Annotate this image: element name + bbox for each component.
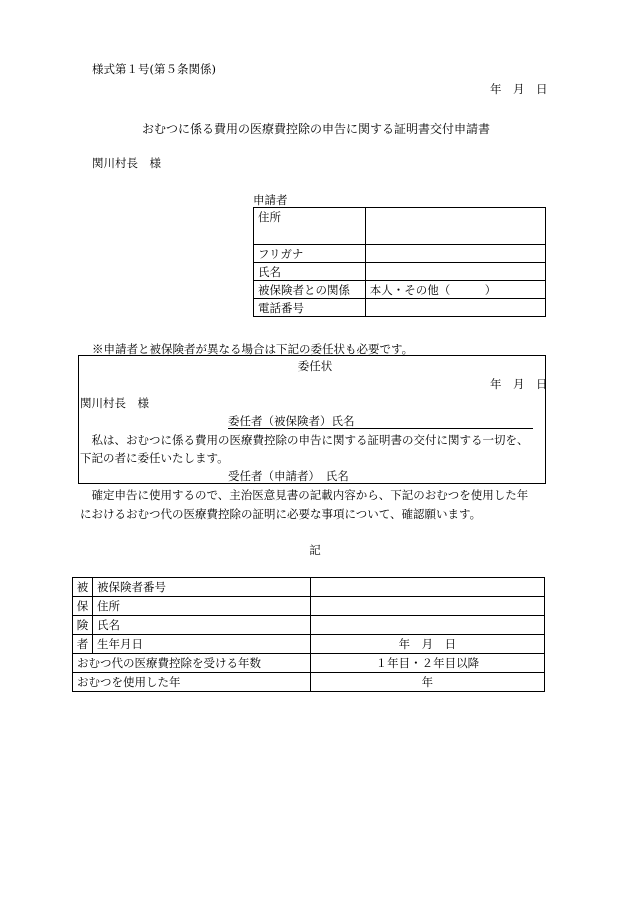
applicant-relation-label: 被保険者との関係 [254,281,366,299]
applicant-row-furigana [254,245,546,263]
applicant-phone-label: 電話番号 [254,299,366,317]
applicant-relation-field[interactable]: 本人・その他（ ） [365,281,545,299]
proxy-body-line1: 私は、おむつに係る費用の医療費控除の申告に関する証明書の交付に関する一切を、 [80,433,529,447]
insured-number-label: 被保険者番号 [92,578,310,597]
diaper-year-row [73,673,545,692]
diaper-year-label: おむつを使用した年 [73,673,311,692]
diaper-year-field[interactable]: 年 [310,673,544,692]
applicant-name-field[interactable] [365,263,545,281]
proxy-body-line2: 下記の者に委任いたします。 [80,451,229,465]
proxy-date-line: 年 月 日 [490,377,548,391]
form-number: 様式第１号(第５条関係) [92,62,216,76]
applicant-row-address [254,208,546,245]
insured-vertical-char-2: 保 [73,597,93,616]
insured-birthdate-field[interactable]: 年 月 日 [310,635,544,654]
delegate-label: 受任者（申請者） 氏名 [228,469,349,483]
proxy-addressee: 関川村長 様 [80,396,149,410]
insured-table [72,577,545,692]
applicant-row-relation [254,281,546,299]
delegator-name-line[interactable] [228,428,533,429]
insured-name-field[interactable] [310,616,544,635]
applicant-table [253,207,546,317]
applicant-address-label: 住所 [254,208,366,245]
insured-vertical-char-4: 者 [73,635,93,654]
insured-row-birthdate [73,635,545,654]
insured-number-field[interactable] [310,578,544,597]
insured-vertical-char-1: 被 [73,578,93,597]
insured-address-label: 住所 [92,597,310,616]
ki-label: 記 [309,543,321,557]
applicant-address-field[interactable] [365,208,545,245]
deduction-years-row [73,654,545,673]
proxy-note: ※申請者と被保険者が異なる場合は下記の委任状も必要です。 [92,342,414,356]
proxy-title: 委任状 [297,359,333,373]
applicant-furigana-field[interactable] [365,245,545,263]
deduction-years-field[interactable]: １年目・２年目以降 [310,654,544,673]
insured-address-field[interactable] [310,597,544,616]
insured-row-name [73,616,545,635]
date-line: 年 月 日 [490,82,548,96]
page-title: おむつに係る費用の医療費控除の申告に関する証明書交付申請書 [142,122,491,136]
insured-vertical-char-3: 険 [73,616,93,635]
applicant-heading: 申請者 [253,193,288,207]
deduction-years-label: おむつ代の医療費控除を受ける年数 [73,654,311,673]
addressee: 関川村長 様 [92,156,161,170]
applicant-row-name [254,263,546,281]
delegate-name-line[interactable] [228,483,533,484]
delegator-label: 委任者（被保険者）氏名 [228,414,355,428]
insured-birthdate-label: 生年月日 [92,635,310,654]
request-line2: におけるおむつ代の医療費控除の証明に必要な事項について、確認願います。 [80,507,482,521]
applicant-furigana-label: フリガナ [254,245,366,263]
request-line1: 確定申告に使用するので、主治医意見書の記載内容から、下記のおむつを使用した年 [80,488,529,502]
insured-name-label: 氏名 [92,616,310,635]
applicant-phone-field[interactable] [365,299,545,317]
insured-row-number [73,578,545,597]
applicant-row-phone [254,299,546,317]
insured-row-address [73,597,545,616]
applicant-name-label: 氏名 [254,263,366,281]
